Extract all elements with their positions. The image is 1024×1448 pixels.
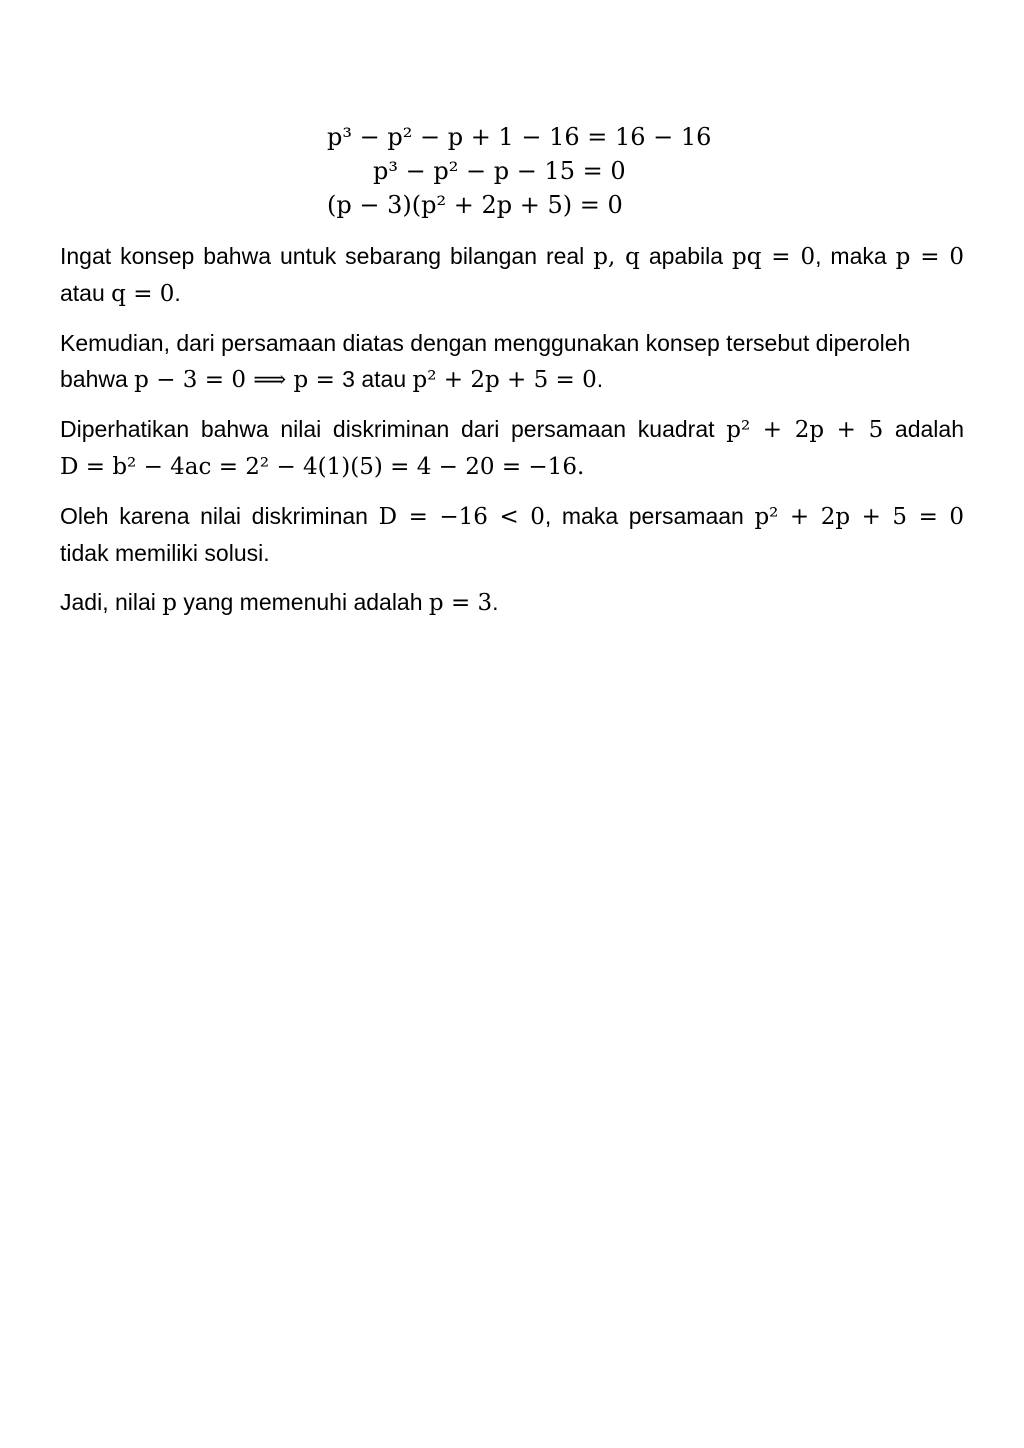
paragraph-concept-line-2: [60, 275, 964, 312]
math-run: p: [162, 590, 178, 616]
math-run: p − 3 = 0 ⟹ p =: [134, 367, 343, 393]
math-run: pq = 0: [731, 244, 816, 270]
paragraph-factor-line-1: Kemudian, dari persamaan diatas dengan menggunakan konsep tersebut diperoleh: [60, 330, 911, 356]
text-run: Oleh karena nilai diskriminan: [60, 503, 379, 529]
paragraph-concept-line-1: [60, 238, 964, 275]
text-run: atau: [60, 280, 112, 306]
math-run: D = b² − 4ac = 2² − 4(1)(5) = 4 − 20 = −16.: [60, 454, 585, 480]
text-run: adalah: [883, 416, 964, 442]
paragraph-discriminant-line-1: [60, 411, 964, 448]
text-run: .: [174, 280, 181, 306]
paragraph-conclusion-line-1: [60, 584, 964, 621]
equation-line-1: p³ − p² − p + 1 − 16 = 16 − 16: [327, 123, 712, 151]
math-run: p² + 2p + 5: [726, 417, 884, 443]
math-run: q = 0: [111, 281, 175, 307]
paragraph-no-solution-line-1: [60, 498, 964, 535]
text-run: bahwa: [60, 366, 135, 392]
paragraph-conclusion: [60, 584, 964, 621]
text-run: yang memenuhi adalah: [177, 589, 429, 615]
paragraph-factor-line-2: [60, 361, 964, 398]
text-run: .: [492, 589, 499, 615]
text-run: Diperhatikan bahwa nilai diskriminan dari persamaan kuadrat: [60, 416, 727, 442]
text-run: Jadi, nilai: [60, 589, 163, 615]
explanation-text: [60, 238, 964, 634]
paragraph-no-solution-line-2: tidak memiliki solusi.: [60, 540, 270, 566]
text-run: , maka: [815, 243, 896, 269]
math-run: p = 0: [895, 244, 965, 270]
text-run: 3 atau: [342, 366, 413, 392]
equation-line-3: (p − 3)(p² + 2p + 5) = 0: [327, 191, 623, 219]
math-run: p = 3: [428, 590, 493, 616]
equation-line-2: p³ − p² − p − 15 = 0: [373, 157, 626, 185]
math-run: p, q: [593, 244, 640, 270]
paragraph-concept: [60, 238, 964, 312]
text-run: Ingat konsep bahwa untuk sebarang bilangan real: [60, 243, 594, 269]
text-run: apabila: [639, 243, 732, 269]
paragraph-factor: [60, 325, 964, 398]
equation-block: [260, 120, 760, 222]
paragraph-discriminant: [60, 411, 964, 485]
paragraph-discriminant-line-2: [60, 448, 964, 485]
math-run: p² + 2p + 5 = 0: [754, 504, 965, 530]
math-run: D = −16 < 0: [378, 504, 545, 530]
text-run: , maka persamaan: [544, 503, 755, 529]
paragraph-no-solution: [60, 498, 964, 571]
math-run: p² + 2p + 5 = 0: [412, 367, 597, 393]
text-run: .: [596, 366, 604, 392]
